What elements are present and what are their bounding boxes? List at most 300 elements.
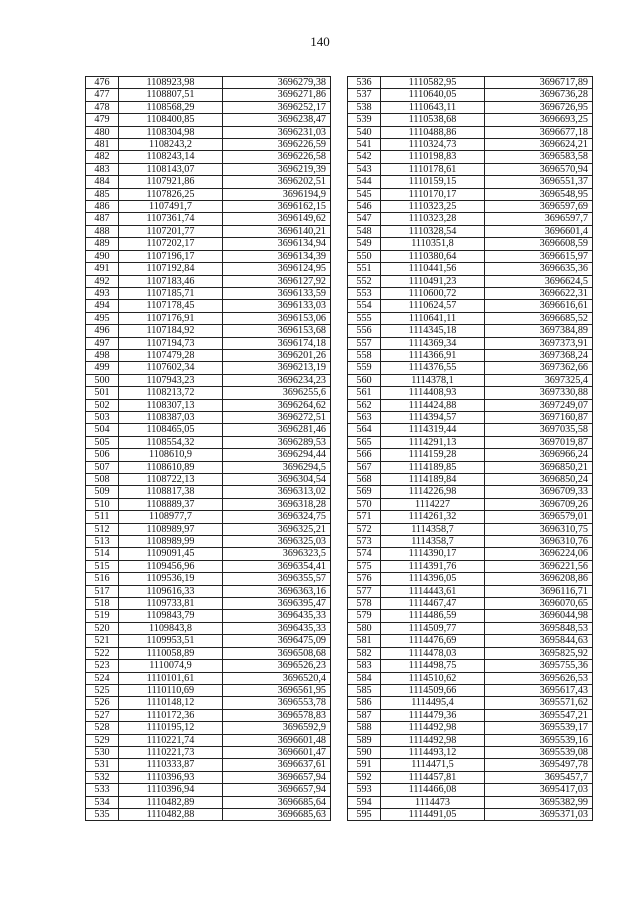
y-coordinate-cell: 3696551,37 (485, 176, 593, 188)
table-row (348, 151, 593, 163)
table-row (348, 238, 593, 250)
table-row (348, 585, 593, 597)
y-coordinate-cell: 3696583,58 (485, 151, 593, 163)
y-coordinate-cell: 3696363,16 (223, 585, 331, 597)
point-number-cell: 592 (348, 771, 381, 783)
x-coordinate-cell: 1108722,13 (119, 474, 223, 486)
x-coordinate-cell: 1110538,68 (381, 114, 485, 126)
table-row (86, 660, 331, 672)
table-row (86, 387, 331, 399)
point-number-cell: 584 (348, 672, 381, 684)
point-number-cell: 551 (348, 263, 381, 275)
y-coordinate-cell: 3696226,59 (223, 139, 331, 151)
x-coordinate-cell: 1110198,83 (381, 151, 485, 163)
y-coordinate-cell: 3696475,09 (223, 635, 331, 647)
table-row (86, 436, 331, 448)
point-number-cell: 494 (86, 300, 119, 312)
x-coordinate-cell: 1110323,25 (381, 201, 485, 213)
x-coordinate-cell: 1108889,37 (119, 498, 223, 510)
y-coordinate-cell: 3696435,33 (223, 610, 331, 622)
table-row (86, 486, 331, 498)
y-coordinate-cell: 3696508,68 (223, 647, 331, 659)
table-row (86, 722, 331, 734)
x-coordinate-cell: 1114493,12 (381, 746, 485, 758)
y-coordinate-cell: 3696526,23 (223, 660, 331, 672)
x-coordinate-cell: 1107361,74 (119, 213, 223, 225)
x-coordinate-cell: 1108400,85 (119, 114, 223, 126)
point-number-cell: 593 (348, 784, 381, 796)
y-coordinate-cell: 3697325,4 (485, 374, 593, 386)
table-row (348, 325, 593, 337)
point-number-cell: 535 (86, 808, 119, 820)
point-number-cell: 513 (86, 536, 119, 548)
point-number-cell: 508 (86, 474, 119, 486)
point-number-cell: 525 (86, 684, 119, 696)
y-coordinate-cell: 3696224,06 (485, 548, 593, 560)
point-number-cell: 519 (86, 610, 119, 622)
x-coordinate-cell: 1109843,79 (119, 610, 223, 622)
point-number-cell: 594 (348, 796, 381, 808)
x-coordinate-cell: 1108243,2 (119, 139, 223, 151)
point-number-cell: 585 (348, 684, 381, 696)
y-coordinate-cell: 3696635,36 (485, 263, 593, 275)
point-number-cell: 567 (348, 461, 381, 473)
y-coordinate-cell: 3695571,62 (485, 697, 593, 709)
point-number-cell: 586 (348, 697, 381, 709)
table-row (348, 536, 593, 548)
x-coordinate-cell: 1114443,61 (381, 585, 485, 597)
point-number-cell: 516 (86, 573, 119, 585)
point-number-cell: 528 (86, 722, 119, 734)
table-row (348, 213, 593, 225)
x-coordinate-cell: 1108213,72 (119, 387, 223, 399)
point-number-cell: 503 (86, 411, 119, 423)
x-coordinate-cell: 1108243,14 (119, 151, 223, 163)
y-coordinate-cell: 3696231,03 (223, 126, 331, 138)
point-number-cell: 542 (348, 151, 381, 163)
table-row (86, 176, 331, 188)
y-coordinate-cell: 3696255,6 (223, 387, 331, 399)
y-coordinate-cell: 3697362,66 (485, 362, 593, 374)
x-coordinate-cell: 1110488,86 (381, 126, 485, 138)
table-row (86, 734, 331, 746)
x-coordinate-cell: 1109953,51 (119, 635, 223, 647)
y-coordinate-cell: 3696174,18 (223, 337, 331, 349)
point-number-cell: 495 (86, 312, 119, 324)
table-row (86, 325, 331, 337)
table-row (348, 548, 593, 560)
y-coordinate-cell: 3696153,68 (223, 325, 331, 337)
y-coordinate-cell: 3695539,16 (485, 734, 593, 746)
table-row (348, 660, 593, 672)
x-coordinate-cell: 1110396,94 (119, 784, 223, 796)
y-coordinate-cell: 3695539,08 (485, 746, 593, 758)
point-number-cell: 505 (86, 436, 119, 448)
y-coordinate-cell: 3696616,61 (485, 300, 593, 312)
y-coordinate-cell: 3695825,92 (485, 647, 593, 659)
x-coordinate-cell: 1114466,08 (381, 784, 485, 796)
y-coordinate-cell: 3696271,86 (223, 89, 331, 101)
point-number-cell: 538 (348, 101, 381, 113)
table-row (348, 188, 593, 200)
point-number-cell: 509 (86, 486, 119, 498)
x-coordinate-cell: 1110101,61 (119, 672, 223, 684)
table-row (86, 474, 331, 486)
y-coordinate-cell: 3696685,52 (485, 312, 593, 324)
point-number-cell: 580 (348, 622, 381, 634)
x-coordinate-cell: 1114476,69 (381, 635, 485, 647)
x-coordinate-cell: 1114189,85 (381, 461, 485, 473)
x-coordinate-cell: 1108807,51 (119, 89, 223, 101)
point-number-cell: 484 (86, 176, 119, 188)
x-coordinate-cell: 1114369,34 (381, 337, 485, 349)
table-row (348, 796, 593, 808)
table-row (348, 461, 593, 473)
point-number-cell: 522 (86, 647, 119, 659)
y-coordinate-cell: 3696578,83 (223, 709, 331, 721)
point-number-cell: 591 (348, 759, 381, 771)
y-coordinate-cell: 3696310,76 (485, 536, 593, 548)
table-row (86, 684, 331, 696)
point-number-cell: 556 (348, 325, 381, 337)
point-number-cell: 480 (86, 126, 119, 138)
y-coordinate-cell: 3696657,94 (223, 771, 331, 783)
y-coordinate-cell: 3696202,51 (223, 176, 331, 188)
point-number-cell: 521 (86, 635, 119, 647)
y-coordinate-cell: 3696272,51 (223, 411, 331, 423)
table-row (86, 151, 331, 163)
y-coordinate-cell: 3696149,62 (223, 213, 331, 225)
table-row (86, 188, 331, 200)
point-number-cell: 544 (348, 176, 381, 188)
y-coordinate-cell: 3696966,24 (485, 449, 593, 461)
table-row (86, 573, 331, 585)
y-coordinate-cell: 3696219,39 (223, 163, 331, 175)
point-number-cell: 476 (86, 77, 119, 89)
x-coordinate-cell: 1114510,62 (381, 672, 485, 684)
coordinates-table-left-body (86, 77, 331, 821)
x-coordinate-cell: 1110074,9 (119, 660, 223, 672)
y-coordinate-cell: 3696304,54 (223, 474, 331, 486)
point-number-cell: 527 (86, 709, 119, 721)
y-coordinate-cell: 3696124,95 (223, 263, 331, 275)
x-coordinate-cell: 1107491,7 (119, 201, 223, 213)
x-coordinate-cell: 1114495,4 (381, 697, 485, 709)
x-coordinate-cell: 1109733,81 (119, 598, 223, 610)
y-coordinate-cell: 3695539,17 (485, 722, 593, 734)
table-row (86, 759, 331, 771)
y-coordinate-cell: 3696162,15 (223, 201, 331, 213)
point-number-cell: 543 (348, 163, 381, 175)
point-number-cell: 487 (86, 213, 119, 225)
point-number-cell: 483 (86, 163, 119, 175)
x-coordinate-cell: 1110148,12 (119, 697, 223, 709)
y-coordinate-cell: 3696153,06 (223, 312, 331, 324)
y-coordinate-cell: 3696608,59 (485, 238, 593, 250)
x-coordinate-cell: 1114471,5 (381, 759, 485, 771)
x-coordinate-cell: 1107921,86 (119, 176, 223, 188)
table-row (86, 275, 331, 287)
y-coordinate-cell: 3696252,17 (223, 101, 331, 113)
table-row (348, 511, 593, 523)
x-coordinate-cell: 1108143,07 (119, 163, 223, 175)
y-coordinate-cell: 3696289,53 (223, 436, 331, 448)
point-number-cell: 491 (86, 263, 119, 275)
y-coordinate-cell: 3695497,78 (485, 759, 593, 771)
point-number-cell: 497 (86, 337, 119, 349)
x-coordinate-cell: 1108387,03 (119, 411, 223, 423)
x-coordinate-cell: 1114467,47 (381, 598, 485, 610)
x-coordinate-cell: 1114358,7 (381, 523, 485, 535)
x-coordinate-cell: 1108610,89 (119, 461, 223, 473)
x-coordinate-cell: 1107479,28 (119, 349, 223, 361)
y-coordinate-cell: 3695417,03 (485, 784, 593, 796)
x-coordinate-cell: 1114479,36 (381, 709, 485, 721)
y-coordinate-cell: 3696213,19 (223, 362, 331, 374)
point-number-cell: 564 (348, 424, 381, 436)
point-number-cell: 507 (86, 461, 119, 473)
y-coordinate-cell: 3695382,99 (485, 796, 593, 808)
x-coordinate-cell: 1107943,23 (119, 374, 223, 386)
table-row (348, 250, 593, 262)
x-coordinate-cell: 1108977,7 (119, 511, 223, 523)
point-number-cell: 501 (86, 387, 119, 399)
x-coordinate-cell: 1114366,91 (381, 349, 485, 361)
point-number-cell: 548 (348, 225, 381, 237)
x-coordinate-cell: 1108923,98 (119, 77, 223, 89)
table-row (348, 287, 593, 299)
x-coordinate-cell: 1110170,17 (381, 188, 485, 200)
x-coordinate-cell: 1114159,28 (381, 449, 485, 461)
table-row (86, 114, 331, 126)
table-row (348, 734, 593, 746)
x-coordinate-cell: 1108307,13 (119, 399, 223, 411)
y-coordinate-cell: 3696709,26 (485, 498, 593, 510)
x-coordinate-cell: 1110380,64 (381, 250, 485, 262)
point-number-cell: 573 (348, 536, 381, 548)
point-number-cell: 504 (86, 424, 119, 436)
y-coordinate-cell: 3696395,47 (223, 598, 331, 610)
x-coordinate-cell: 1114486,59 (381, 610, 485, 622)
x-coordinate-cell: 1114492,98 (381, 722, 485, 734)
y-coordinate-cell: 3696657,94 (223, 784, 331, 796)
x-coordinate-cell: 1114509,77 (381, 622, 485, 634)
point-number-cell: 550 (348, 250, 381, 262)
point-number-cell: 546 (348, 201, 381, 213)
x-coordinate-cell: 1110396,93 (119, 771, 223, 783)
table-row (86, 560, 331, 572)
table-row (86, 349, 331, 361)
point-number-cell: 562 (348, 399, 381, 411)
x-coordinate-cell: 1110178,61 (381, 163, 485, 175)
x-coordinate-cell: 1114498,75 (381, 660, 485, 672)
y-coordinate-cell: 3696624,5 (485, 275, 593, 287)
y-coordinate-cell: 3696597,7 (485, 213, 593, 225)
table-row (86, 201, 331, 213)
x-coordinate-cell: 1110159,15 (381, 176, 485, 188)
table-row (348, 176, 593, 188)
table-row (86, 263, 331, 275)
table-row (348, 771, 593, 783)
point-number-cell: 568 (348, 474, 381, 486)
point-number-cell: 536 (348, 77, 381, 89)
table-row (348, 139, 593, 151)
x-coordinate-cell: 1110491,23 (381, 275, 485, 287)
point-number-cell: 582 (348, 647, 381, 659)
table-row (348, 126, 593, 138)
table-row (348, 635, 593, 647)
x-coordinate-cell: 1114492,98 (381, 734, 485, 746)
point-number-cell: 477 (86, 89, 119, 101)
coordinates-table-left (85, 76, 331, 821)
point-number-cell: 479 (86, 114, 119, 126)
y-coordinate-cell: 3696685,63 (223, 808, 331, 820)
x-coordinate-cell: 1114291,13 (381, 436, 485, 448)
x-coordinate-cell: 1114226,98 (381, 486, 485, 498)
table-row (348, 486, 593, 498)
point-number-cell: 493 (86, 287, 119, 299)
point-number-cell: 526 (86, 697, 119, 709)
x-coordinate-cell: 1109456,96 (119, 560, 223, 572)
table-row (348, 560, 593, 572)
table-row (348, 225, 593, 237)
point-number-cell: 490 (86, 250, 119, 262)
x-coordinate-cell: 1110333,87 (119, 759, 223, 771)
y-coordinate-cell: 3696044,98 (485, 610, 593, 622)
x-coordinate-cell: 1108304,98 (119, 126, 223, 138)
x-coordinate-cell: 1110221,74 (119, 734, 223, 746)
table-row (86, 312, 331, 324)
y-coordinate-cell: 3696709,33 (485, 486, 593, 498)
y-coordinate-cell: 3696736,28 (485, 89, 593, 101)
y-coordinate-cell: 3697160,87 (485, 411, 593, 423)
point-number-cell: 541 (348, 139, 381, 151)
table-row (86, 635, 331, 647)
y-coordinate-cell: 3696133,59 (223, 287, 331, 299)
point-number-cell: 554 (348, 300, 381, 312)
y-coordinate-cell: 3695371,03 (485, 808, 593, 820)
point-number-cell: 571 (348, 511, 381, 523)
table-row (348, 709, 593, 721)
y-coordinate-cell: 3695848,53 (485, 622, 593, 634)
x-coordinate-cell: 1114424,88 (381, 399, 485, 411)
x-coordinate-cell: 1109091,45 (119, 548, 223, 560)
y-coordinate-cell: 3696070,65 (485, 598, 593, 610)
point-number-cell: 532 (86, 771, 119, 783)
point-number-cell: 588 (348, 722, 381, 734)
table-row (86, 225, 331, 237)
point-number-cell: 558 (348, 349, 381, 361)
y-coordinate-cell: 3696693,25 (485, 114, 593, 126)
y-coordinate-cell: 3696597,69 (485, 201, 593, 213)
point-number-cell: 565 (348, 436, 381, 448)
y-coordinate-cell: 3696601,47 (223, 746, 331, 758)
x-coordinate-cell: 1110640,05 (381, 89, 485, 101)
table-row (86, 213, 331, 225)
y-coordinate-cell: 3695547,21 (485, 709, 593, 721)
x-coordinate-cell: 1108465,05 (119, 424, 223, 436)
y-coordinate-cell: 3696140,21 (223, 225, 331, 237)
table-row (86, 374, 331, 386)
table-row (86, 511, 331, 523)
table-row (86, 536, 331, 548)
point-number-cell: 530 (86, 746, 119, 758)
y-coordinate-cell: 3696318,28 (223, 498, 331, 510)
point-number-cell: 496 (86, 325, 119, 337)
point-number-cell: 537 (348, 89, 381, 101)
y-coordinate-cell: 3695626,53 (485, 672, 593, 684)
point-number-cell: 569 (348, 486, 381, 498)
table-row (348, 672, 593, 684)
x-coordinate-cell: 1110324,73 (381, 139, 485, 151)
point-number-cell: 583 (348, 660, 381, 672)
y-coordinate-cell: 3696310,75 (485, 523, 593, 535)
table-row (86, 89, 331, 101)
point-number-cell: 524 (86, 672, 119, 684)
x-coordinate-cell: 1108817,38 (119, 486, 223, 498)
y-coordinate-cell: 3697384,89 (485, 325, 593, 337)
table-row (348, 89, 593, 101)
y-coordinate-cell: 3697373,91 (485, 337, 593, 349)
x-coordinate-cell: 1114478,03 (381, 647, 485, 659)
x-coordinate-cell: 1107196,17 (119, 250, 223, 262)
table-row (86, 337, 331, 349)
table-row (86, 449, 331, 461)
point-number-cell: 547 (348, 213, 381, 225)
y-coordinate-cell: 3696355,57 (223, 573, 331, 585)
x-coordinate-cell: 1110641,11 (381, 312, 485, 324)
y-coordinate-cell: 3696294,44 (223, 449, 331, 461)
table-row (348, 362, 593, 374)
table-row (348, 101, 593, 113)
table-row (348, 784, 593, 796)
y-coordinate-cell: 3697249,07 (485, 399, 593, 411)
x-coordinate-cell: 1114390,17 (381, 548, 485, 560)
table-row (86, 796, 331, 808)
point-number-cell: 570 (348, 498, 381, 510)
table-row (86, 610, 331, 622)
point-number-cell: 576 (348, 573, 381, 585)
y-coordinate-cell: 3696294,5 (223, 461, 331, 473)
point-number-cell: 489 (86, 238, 119, 250)
table-row (86, 238, 331, 250)
y-coordinate-cell: 3696553,78 (223, 697, 331, 709)
point-number-cell: 578 (348, 598, 381, 610)
y-coordinate-cell: 3696264,62 (223, 399, 331, 411)
y-coordinate-cell: 3696208,86 (485, 573, 593, 585)
table-row (348, 722, 593, 734)
table-row (348, 374, 593, 386)
page-number: 140 (310, 34, 330, 49)
table-row (86, 672, 331, 684)
x-coordinate-cell: 1107183,46 (119, 275, 223, 287)
x-coordinate-cell: 1114345,18 (381, 325, 485, 337)
x-coordinate-cell: 1110172,36 (119, 709, 223, 721)
point-number-cell: 520 (86, 622, 119, 634)
x-coordinate-cell: 1110195,12 (119, 722, 223, 734)
point-number-cell: 581 (348, 635, 381, 647)
y-coordinate-cell: 3696324,75 (223, 511, 331, 523)
y-coordinate-cell: 3696354,41 (223, 560, 331, 572)
y-coordinate-cell: 3696685,64 (223, 796, 331, 808)
y-coordinate-cell: 3696601,4 (485, 225, 593, 237)
table-row (86, 287, 331, 299)
x-coordinate-cell: 1109843,8 (119, 622, 223, 634)
table-row (348, 498, 593, 510)
table-row (86, 709, 331, 721)
point-number-cell: 492 (86, 275, 119, 287)
point-number-cell: 552 (348, 275, 381, 287)
